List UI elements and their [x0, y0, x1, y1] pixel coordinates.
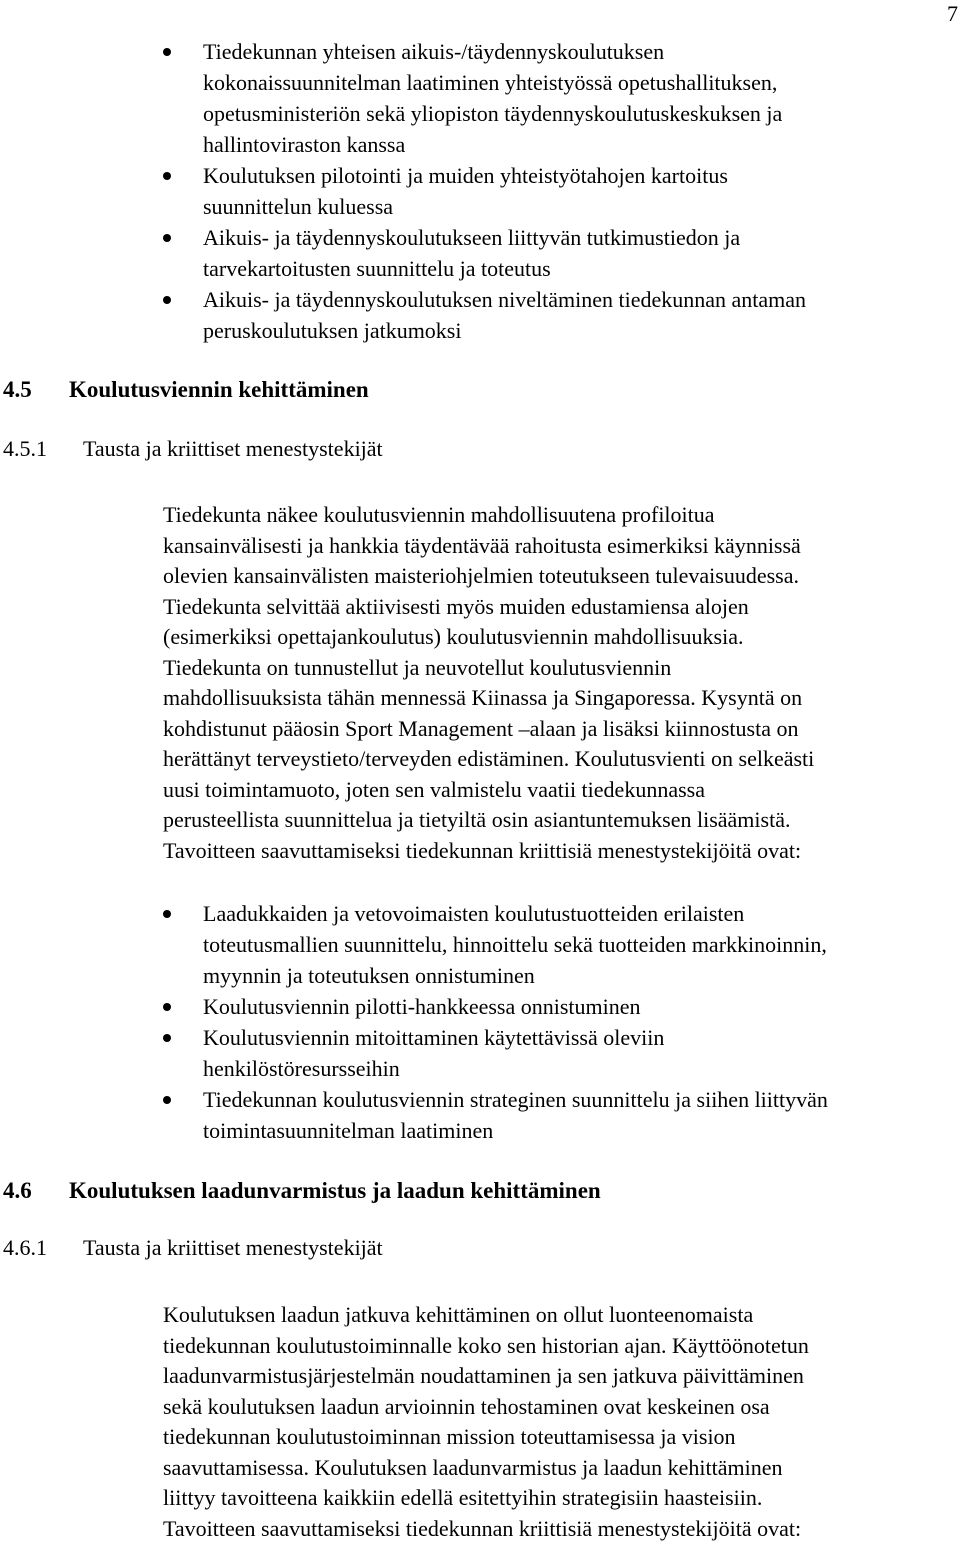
paragraph-line: mahdollisuuksista tähän mennessä Kiinassa ja Singaporessa. Kysyntä on [163, 685, 803, 710]
paragraph-line: Tavoitteen saavuttamiseksi tiedekunnan kriittisiä menestystekijöitä ovat: [163, 837, 802, 863]
paragraph-line: herättänyt terveystieto/terveyden edistäminen. Koulutusvienti on selkeästi [163, 746, 815, 771]
paragraph-line: kansainvälisesti ja hankkia täydentävää rahoitusta esimerkiksi käynnissä [163, 532, 801, 558]
list-item [0, 991, 960, 1022]
paragraph-line: saavuttamisessa. Koulutuksen laadunvarmistus ja laadun kehittäminen [163, 1454, 783, 1480]
list-item-line: Aikuis- ja täydennyskoulutuksen niveltäminen tiedekunnan antaman [203, 287, 807, 312]
section-title: Koulutuksen laadunvarmistus ja laadun kehittäminen [69, 1178, 601, 1203]
paragraph-line: Tiedekunta selvittää aktiivisesti myös muiden edustamiensa alojen [163, 593, 749, 619]
list-item-line: suunnittelun kuluessa [203, 194, 394, 219]
paragraph-education-export [163, 500, 960, 866]
paragraph-quality-assurance [163, 1300, 960, 1544]
list-item-text [203, 284, 960, 346]
paragraph-line: Koulutuksen laadun jatkuva kehittäminen on ollut luonteenomaista [163, 1302, 754, 1327]
list-item-line: myynnin ja toteutuksen onnistuminen [203, 963, 535, 988]
paragraph-line: tiedekunnan koulutustoiminnalle koko sen historian ajan. Käyttöönotetun [163, 1332, 809, 1358]
list-item [0, 284, 960, 346]
list-item-line: opetusministeriön sekä yliopiston täydennyskoulutuskeskuksen ja [203, 101, 783, 126]
bullet-list-success-factors-export [0, 898, 960, 1146]
list-item-line: toimintasuunnitelman laatiminen [203, 1118, 494, 1143]
list-item [0, 1022, 960, 1084]
list-item-line: hallintoviraston kanssa [203, 132, 406, 157]
subsection-title: Tausta ja kriittiset menestystekijät [83, 1235, 383, 1260]
list-item [0, 898, 960, 991]
subsection-number: 4.5.1 [3, 436, 47, 461]
bullet-icon [163, 1003, 171, 1011]
bullet-icon [163, 172, 171, 180]
bullet-icon [163, 1034, 171, 1042]
bullet-icon [163, 1096, 171, 1104]
page-number: 7 [947, 1, 958, 26]
paragraph-line: sekä koulutuksen laadun arvioinnin tehostaminen ovat keskeinen osa [163, 1393, 770, 1419]
section-heading-4-5 [3, 375, 369, 405]
bullet-icon [163, 234, 171, 242]
section-number: 4.5 [3, 377, 32, 402]
list-item-text [203, 991, 960, 1022]
list-item-line: peruskoulutuksen jatkumoksi [203, 318, 462, 343]
paragraph-line: perusteellista suunnittelua ja tietyiltä osin asiantuntemuksen lisäämistä. [163, 807, 791, 832]
subsection-heading-4-5-1 [3, 434, 383, 464]
list-item [0, 36, 960, 160]
paragraph-line: Tavoitteen saavuttamiseksi tiedekunnan kriittisiä menestystekijöitä ovat: [163, 1515, 802, 1541]
paragraph-line: tiedekunnan koulutustoiminnan mission toteuttamisessa ja vision [163, 1424, 736, 1449]
section-heading-4-6 [3, 1176, 601, 1206]
list-item-line: Koulutuksen pilotointi ja muiden yhteistyötahojen kartoitus [203, 163, 728, 188]
list-item-line: Laadukkaiden ja vetovoimaisten koulutustuotteiden erilaisten [203, 901, 745, 926]
list-item-text [203, 160, 960, 222]
list-item-text [203, 36, 960, 160]
list-item-line: toteutusmallien suunnittelu, hinnoittelu sekä tuotteiden markkinoinnin, [203, 932, 827, 957]
list-item-line: Koulutusviennin pilotti-hankkeessa onnistuminen [203, 994, 641, 1019]
subsection-number: 4.6.1 [3, 1235, 47, 1260]
bullet-list-adult-education [0, 36, 960, 346]
bullet-icon [163, 910, 171, 918]
paragraph-line: olevien kansainvälisten maisteriohjelmien toteutukseen tulevaisuudessa. [163, 563, 800, 588]
list-item-text [203, 222, 960, 284]
subsection-heading-4-6-1 [3, 1233, 383, 1263]
bullet-icon [163, 48, 171, 56]
paragraph-line: kohdistunut pääosin Sport Management –alaan ja lisäksi kiinnostusta on [163, 715, 799, 741]
list-item-line: henkilöstöresursseihin [203, 1056, 400, 1081]
list-item-line: Koulutusviennin mitoittaminen käytettävissä oleviin [203, 1025, 665, 1050]
bullet-icon [163, 296, 171, 304]
list-item [0, 1084, 960, 1146]
list-item [0, 160, 960, 222]
list-item-line: tarvekartoitusten suunnittelu ja toteutus [203, 256, 551, 281]
list-item-line: Tiedekunnan yhteisen aikuis-/täydennyskoulutuksen [203, 39, 665, 64]
list-item-text [203, 1084, 960, 1146]
list-item-line: Aikuis- ja täydennyskoulutukseen liittyvän tutkimustiedon ja [203, 225, 741, 250]
paragraph-line: (esimerkiksi opettajankoulutus) koulutusviennin mahdollisuuksia. [163, 624, 744, 649]
list-item [0, 222, 960, 284]
subsection-title: Tausta ja kriittiset menestystekijät [83, 436, 383, 461]
section-title: Koulutusviennin kehittäminen [69, 377, 369, 402]
paragraph-line: liittyy tavoitteena kaikkiin edellä esitettyihin strategisiin haasteisiin. [163, 1485, 763, 1510]
section-number: 4.6 [3, 1178, 32, 1203]
paragraph-line: laadunvarmistusjärjestelmän noudattaminen ja sen jatkuva päivittäminen [163, 1363, 804, 1388]
list-item-text [203, 1022, 960, 1084]
paragraph-line: Tiedekunta näkee koulutusviennin mahdollisuutena profiloitua [163, 502, 715, 527]
paragraph-line: uusi toimintamuoto, joten sen valmistelu vaatii tiedekunnassa [163, 776, 705, 802]
list-item-line: kokonaissuunnitelman laatiminen yhteistyössä opetushallituksen, [203, 70, 778, 95]
list-item-line: Tiedekunnan koulutusviennin strateginen suunnittelu ja siihen liittyvän [203, 1087, 828, 1112]
paragraph-line: Tiedekunta on tunnustellut ja neuvotellut koulutusviennin [163, 654, 672, 680]
list-item-text [203, 898, 960, 991]
